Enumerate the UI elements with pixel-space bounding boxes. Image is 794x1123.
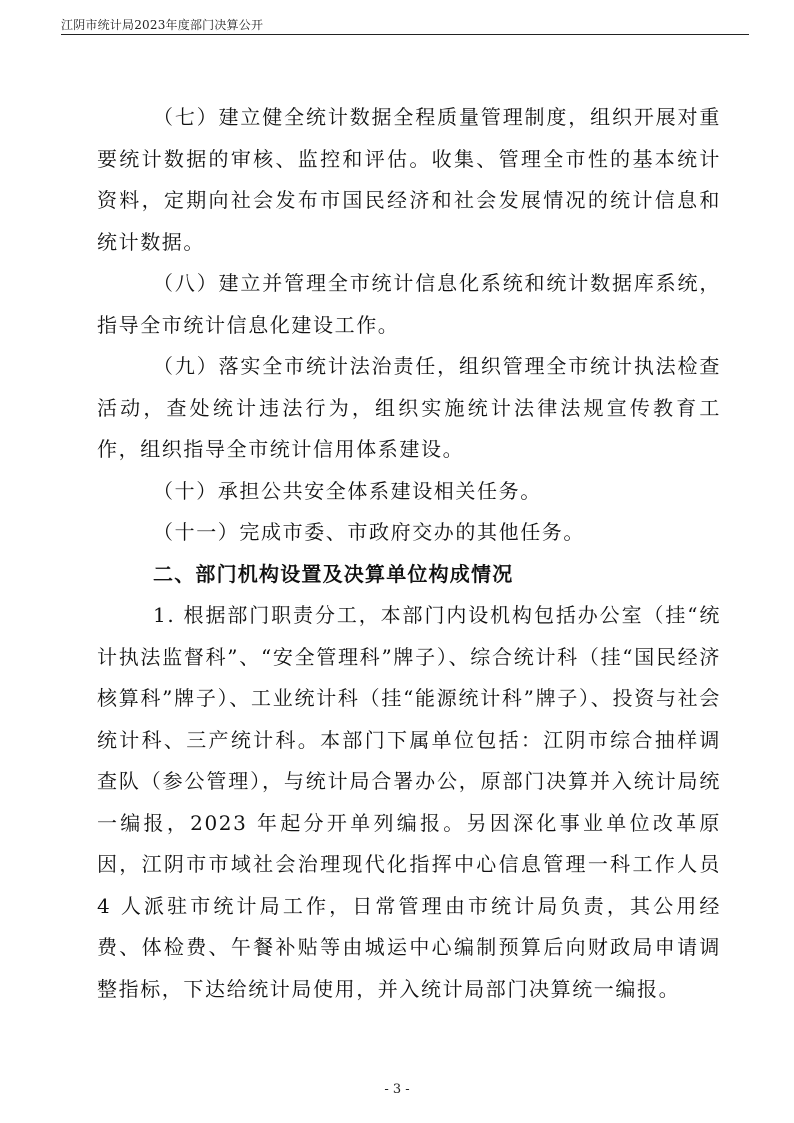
paragraph-item-9: （九）落实全市统计法治责任，组织管理全市统计执法检查活动，查处统计违法行为，组织实施统计法律法规宣传教育工作，组织指导全市统计信用体系建设。 [97,354,721,461]
header-title: 江阴市统计局2023年度部门决算公开 [61,18,264,32]
document-body [97,97,721,1010]
paragraph-item-10: （十）承担公共安全体系建设相关任务。 [153,478,542,503]
paragraph-item-7: （七）建立健全统计数据全程质量管理制度，组织开展对重要统计数据的审核、监控和评估。收集、管理全市性的基本统计资料，定期向社会发布市国民经济和社会发展情况的统计信息和统计数据。 [97,105,721,254]
paragraph-organization: 1. 根据部门职责分工，本部门内设机构包括办公室（挂“统计执法监督科”、“安全管理科”牌子）、综合统计科（挂“国民经济核算科”牌子）、工业统计科（挂“能源统计科”牌子）、投资与社会统计科、三产统计科。本部门下属单位包括：江阴市综合抽样调查队（参公管理），与统计局合署办公，原部门决算并入统计局统一编报，2023 年起分开单列编报。另因深化事业单位改革原因，江阴市市域社会治理现代化指挥中心信息管理一科工作人员 4 人派驻市统计局工作，日常管理由市统计局负责，其公用经费、体检费、午餐补贴等由城运中心编制预算后向财政局申请调整指标，下达给统计局使用，并入统计局部门决算统一编报。 [97,603,721,1001]
section-heading: 二、部门机构设置及决算单位构成情况 [153,561,514,586]
paragraph-item-8: （八）建立并管理全市统计信息化系统和统计数据库系统，指导全市统计信息化建设工作。 [97,271,721,337]
page-number: - 3 - [384,1082,410,1097]
paragraph-item-11: （十一）完成市委、市政府交办的其他任务。 [153,520,585,544]
page-header [61,8,749,35]
